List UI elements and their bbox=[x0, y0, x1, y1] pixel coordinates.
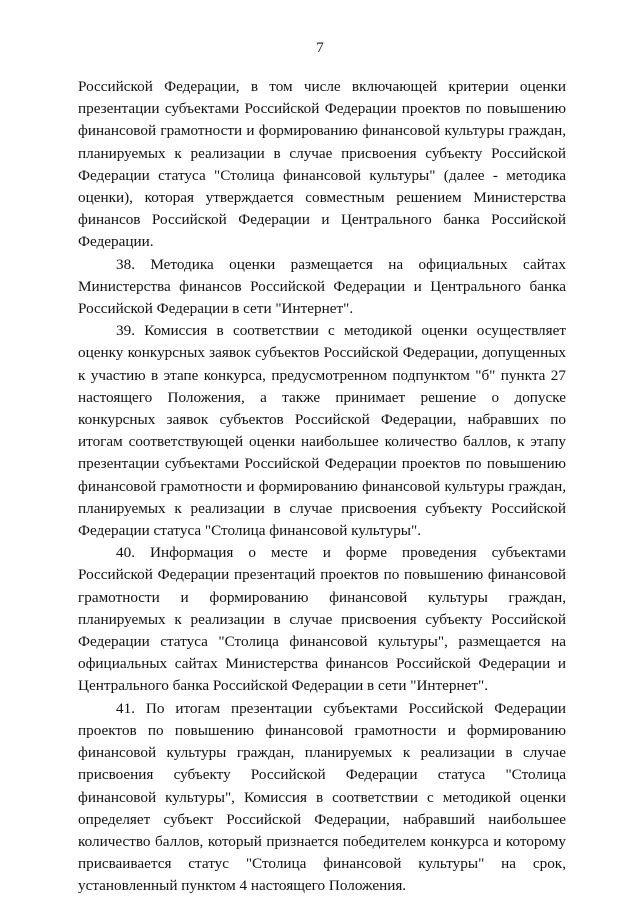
paragraph-continuation: Российской Федерации, в том числе включающей критерии оценки презентации субъектами Российской Федерации проектов по повышению финансовой грамотности и формированию финансовой культуры граждан, планируемых к реализации в случае присвоения субъекту Российской Федерации статуса "Столица финансовой культуры" (далее - методика оценки), которая утверждается совместным решением Министерства финансов Российской Федерации и Центрального банка Российской Федерации. bbox=[78, 78, 566, 251]
page-number: 7 bbox=[316, 40, 324, 56]
paragraph-39: 39. Комиссия в соответствии с методикой оценки осуществляет оценку конкурсных заявок субъектов Российской Федерации, допущенных к участию в этапе конкурса, предусмотренном подпунктом "б" пункта 27 настоящего Положения, а также принимает решение о допуске конкурсных заявок субъектов Российской Федерации, набравших по итогам соответствующей оценки наибольшее количество баллов, к этапу презентации субъектами Российской Федерации проектов по повышению финансовой грамотности и формированию финансовой культуры граждан, планируемых к реализации в случае присвоения субъекту Российской Федерации статуса "Столица финансовой культуры". bbox=[78, 322, 566, 540]
paragraph-40: 40. Информация о месте и форме проведения субъектами Российской Федерации презентаций проектов по повышению финансовой грамотности и формированию финансовой культуры граждан, планируемых к реализации в случае присвоения субъекту Российской Федерации статуса "Столица финансовой культуры", размещается на официальных сайтах Министерства финансов Российской Федерации и Центрального банка Российской Федерации в сети "Интернет". bbox=[78, 544, 566, 695]
document-body bbox=[78, 76, 566, 898]
paragraph-38: 38. Методика оценки размещается на официальных сайтах Министерства финансов Российской Федерации и Центрального банка Российской Федерации в сети "Интернет". bbox=[78, 255, 566, 318]
paragraph-41: 41. По итогам презентации субъектами Российской Федерации проектов по повышению финансовой грамотности и формированию финансовой культуры граждан, планируемых к реализации в случае присвоения субъекту Российской Федерации статуса "Столица финансовой культуры", Комиссия в соответствии с методикой оценки определяет субъект Российской Федерации, набравший наибольшее количество баллов, который признается победителем конкурса и которому присваивается статус "Столица финансовой культуры" на срок, установленный пунктом 4 настоящего Положения. bbox=[78, 699, 566, 895]
